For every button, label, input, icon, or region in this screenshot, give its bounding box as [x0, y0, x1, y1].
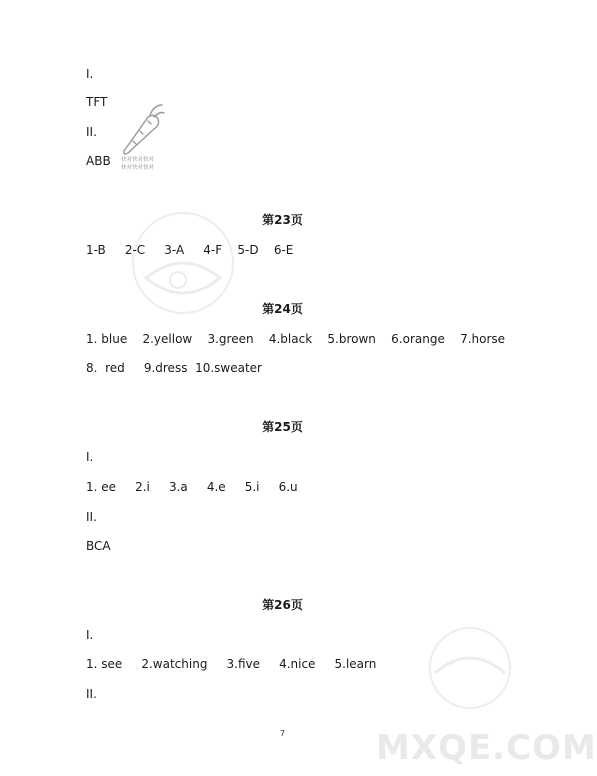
answer-line: TFT — [86, 95, 108, 109]
answer-line: ABB — [86, 154, 111, 168]
section-heading-p24: 第24页 — [262, 302, 303, 316]
section-heading-p23: 第23页 — [262, 213, 303, 227]
section-heading-p26: 第26页 — [262, 598, 303, 612]
answer-line: 1. ee 2.i 3.a 4.e 5.i 6.u — [86, 480, 298, 494]
logo-caption: 快对快对快对 — [121, 157, 155, 163]
section-label-roman-one: I. — [86, 450, 94, 464]
logo-caption: 快对快对快对 — [121, 165, 155, 171]
answer-line: 8. red 9.dress 10.sweater — [86, 361, 262, 375]
answer-line: 1-B 2-C 3-A 4-F 5-D 6-E — [86, 243, 294, 257]
section-label-roman-two: II. — [86, 125, 97, 139]
section-heading-p25: 第25页 — [262, 420, 303, 434]
section-label-roman-two: II. — [86, 687, 97, 701]
watermark-text: MXQE.COM — [376, 728, 597, 768]
answer-line: 1. see 2.watching 3.five 4.nice 5.learn — [86, 657, 377, 671]
carrot-logo-icon — [118, 101, 166, 157]
section-label-roman-one: I. — [86, 67, 94, 81]
page-number: 7 — [279, 729, 286, 738]
answer-line: BCA — [86, 539, 111, 553]
section-label-roman-one: I. — [86, 628, 94, 642]
watermark-stamp-icon — [410, 618, 530, 708]
answer-line: 1. blue 2.yellow 3.green 4.black 5.brown 6.orange 7.horse — [86, 332, 506, 346]
section-label-roman-two: II. — [86, 510, 97, 524]
